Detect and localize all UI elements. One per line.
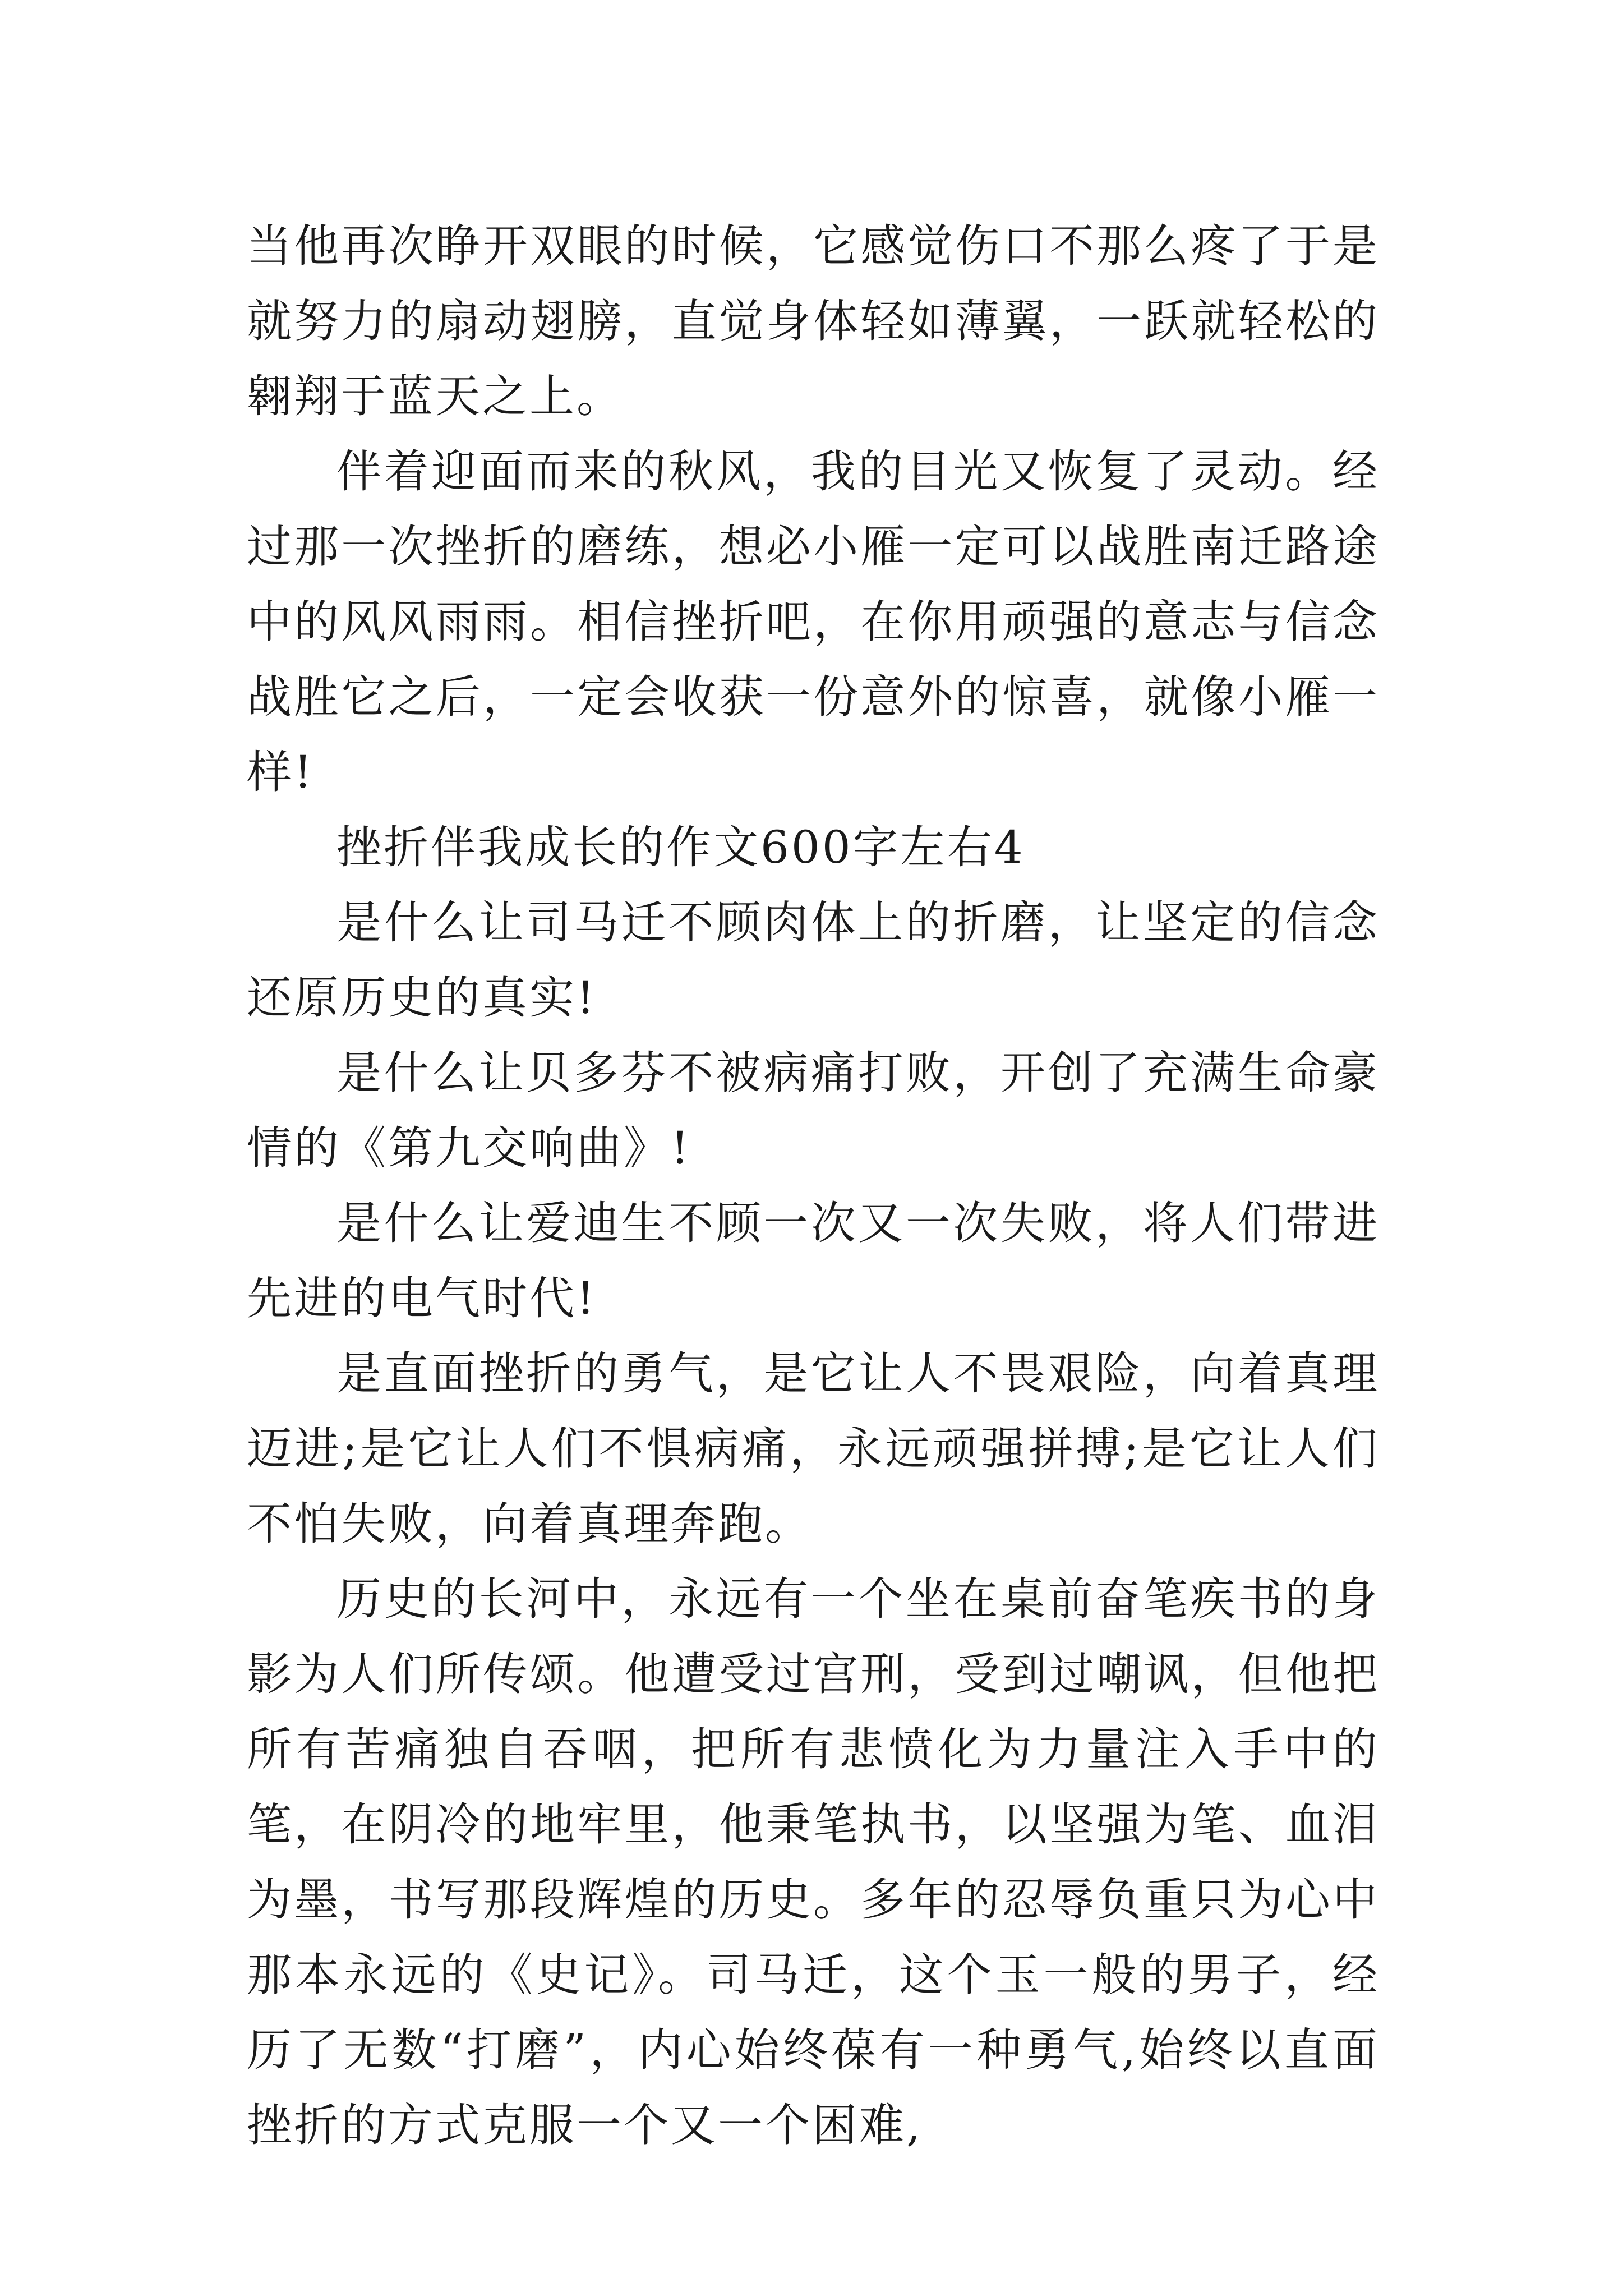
paragraph-beethoven-question: 是什么让贝多芬不被病痛打败，开创了充满生命豪情的《第九交响曲》! — [247, 1047, 1380, 1174]
paragraph-autumn-wind: 伴着迎面而来的秋风，我的目光又恢复了灵动。经过那一次挫折的磨练，想必小雁一定可以战胜南迁路途中的风风雨雨。相信挫折吧，在你用顽强的意志与信念战胜它之后，一定会收获一份意外的惊喜，就像小雁一样! — [247, 445, 1380, 798]
document-body — [247, 209, 1380, 2163]
paragraph-courage: 是直面挫折的勇气，是它让人不畏艰险，向着真理迈进;是它让人们不惧病痛，永远顽强拼搏;是它让人们不怕失败，向着真理奔跑。 — [247, 1347, 1380, 1550]
paragraph-sima-qian-question: 是什么让司马迁不顾肉体上的折磨，让坚定的信念还原历史的真实! — [247, 896, 1380, 1024]
paragraph-history-river: 历史的长河中，永远有一个坐在桌前奋笔疾书的身影为人们所传颂。他遭受过宫刑，受到过嘲讽，但他把所有苦痛独自吞咽，把所有悲愤化为力量注入手中的笔，在阴冷的地牢里，他秉笔执书，以坚强为笔、血泪为墨，书写那段辉煌的历史。多年的忍辱负重只为心中那本永远的《史记》。司马迁，这个玉一般的男子，经历了无数“打磨”，内心始终葆有一种勇气,始终以直面挫折的方式克服一个又一个困难, — [247, 1573, 1380, 2151]
paragraph-continued: 当他再次睁开双眼的时候，它感觉伤口不那么疼了于是就努力的扇动翅膀，直觉身体轻如薄翼，一跃就轻松的翱翔于蓝天之上。 — [247, 220, 1380, 422]
paragraph-edison-question: 是什么让爱迪生不顾一次又一次失败，将人们带进先进的电气时代! — [247, 1197, 1380, 1324]
essay-heading: 挫折伴我成长的作文600字左右4 — [336, 821, 1025, 873]
